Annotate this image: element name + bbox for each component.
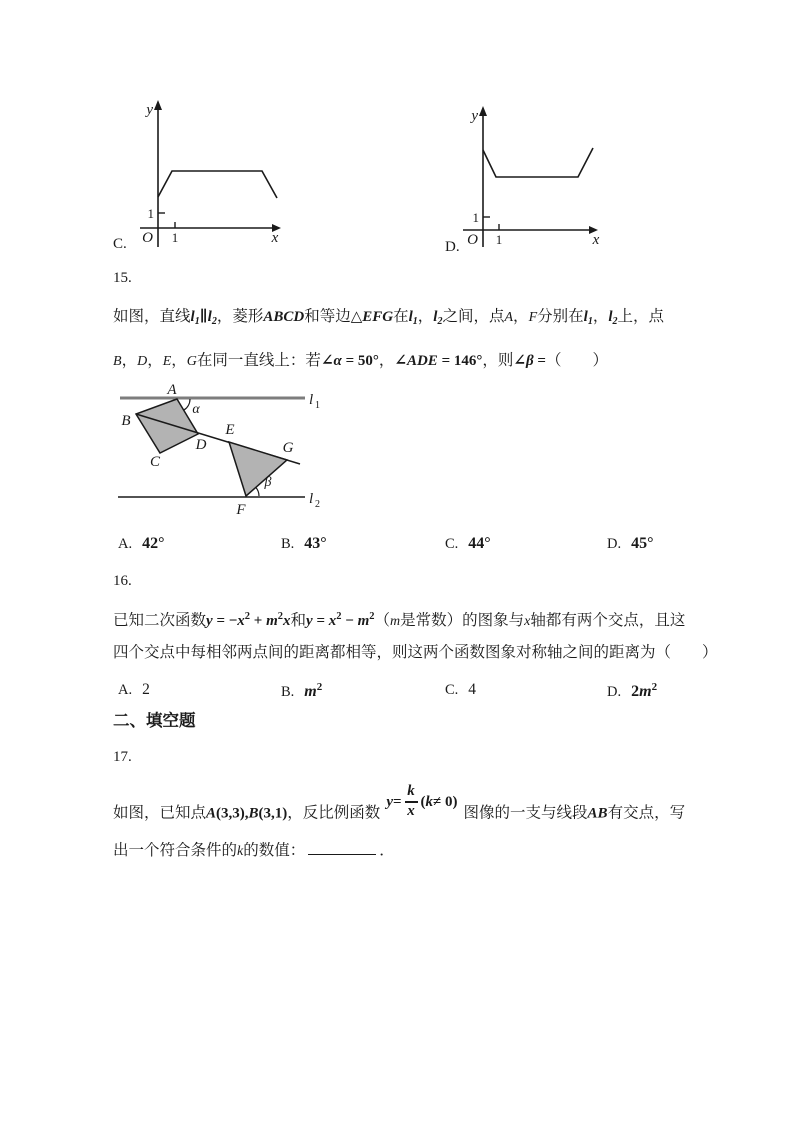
text-segment: ADE [406, 353, 438, 369]
text-segment: 2 [211, 316, 217, 327]
option-key: B. [281, 684, 295, 700]
text-segment: 在 [393, 308, 409, 325]
text-segment: = [392, 793, 402, 810]
text-segment: k [237, 844, 244, 859]
text-segment: ，反比例函数 [287, 804, 381, 822]
text-segment: E [162, 354, 172, 369]
option-key: C. [445, 682, 459, 698]
q15-option-b [281, 535, 327, 553]
text-segment: l [190, 309, 195, 325]
origin-label: O [142, 230, 153, 246]
l2-label: l [309, 491, 314, 507]
text-segment: 2 [336, 611, 342, 622]
y-tick-label: 1 [472, 210, 479, 225]
text-segment: x [237, 613, 245, 629]
text-segment: y [386, 793, 393, 810]
function-curve [158, 171, 277, 198]
text-segment: α [333, 353, 342, 369]
text-segment: m [390, 614, 401, 629]
text-segment: 1 [194, 316, 200, 327]
text-segment: ( [420, 793, 426, 810]
text-segment: ABCD [263, 309, 305, 325]
text-segment: 轴都有两个交点，且这 [530, 612, 686, 629]
q16-number: 16. [113, 573, 132, 589]
option-value [468, 535, 490, 552]
text-segment: 45° [631, 535, 654, 552]
beta-label: β [264, 475, 272, 490]
text-segment: y [306, 613, 313, 629]
q15-number: 15. [113, 270, 132, 286]
text-segment: 2 [316, 681, 323, 693]
text-segment: ， [513, 308, 529, 325]
x-axis-label: x [592, 232, 600, 248]
q17-text-line1 [113, 783, 686, 832]
text-segment: 是常数）的图象与 [400, 612, 525, 629]
beta-angle-arc [256, 487, 259, 496]
text-segment: A [504, 310, 514, 325]
fraction-denominator: x [407, 802, 415, 819]
fraction-numerator: k [407, 783, 415, 799]
text-segment: ∥ [199, 309, 208, 325]
text-segment: 上，点 [617, 308, 665, 325]
text-segment: 2 [437, 316, 443, 327]
text-segment: ≠ 0) [433, 793, 458, 810]
text-segment: G [186, 354, 197, 369]
text-segment: 2 [369, 611, 375, 622]
text-segment: 图像的一支与线段 [463, 804, 588, 822]
text-segment: y [206, 613, 213, 629]
text-segment: △ [350, 309, 363, 325]
text-segment: （ ） [545, 352, 608, 369]
text-segment: 43° [304, 535, 327, 552]
q16-option-d [607, 681, 657, 701]
text-segment: ∠ [394, 353, 407, 369]
text-segment: x [328, 613, 337, 629]
vertex-a-label: A [167, 382, 177, 398]
text-segment: = 146° [437, 353, 483, 369]
text-segment: 42° [142, 535, 165, 552]
option-key: A. [118, 536, 133, 552]
origin-label: O [467, 232, 478, 248]
text-segment: 分别在 [537, 308, 584, 325]
vertex-b-label: B [121, 413, 131, 429]
text-segment: − [341, 613, 358, 629]
option-key: A. [118, 682, 133, 698]
option-key: D. [607, 536, 622, 552]
x-axis-label: x [271, 230, 279, 246]
fraction [405, 784, 418, 820]
q16-option-b [281, 681, 322, 701]
text-segment: F [528, 310, 538, 325]
section-2-title: 二、填空题 [113, 711, 196, 730]
vertex-c-label: C [149, 454, 161, 470]
q15-options-row [113, 535, 713, 561]
y-axis-label: y [146, 102, 153, 118]
text-segment: m [639, 683, 652, 700]
text-segment: m [357, 613, 370, 629]
y-axis-label: y [471, 108, 478, 124]
alpha-label: α [192, 402, 200, 417]
text-segment: 和等边 [304, 308, 351, 325]
q15-option-d [607, 535, 654, 553]
l2-label-subscript: 2 [315, 499, 320, 510]
vertex-g-label: G [282, 440, 294, 456]
text-segment: ， [378, 352, 395, 369]
option-d-label: D. [445, 239, 460, 255]
text-segment: (3,1) [258, 805, 288, 822]
text-segment: (3,3), [216, 805, 249, 822]
q15-text-line2 [113, 348, 608, 375]
text-segment: = − [212, 613, 238, 629]
q17-number: 17. [113, 749, 132, 765]
y-axis-arrow-icon [479, 106, 487, 116]
text-segment: 2 [142, 681, 150, 698]
option-key: D. [607, 684, 622, 700]
text-segment: = [533, 353, 546, 369]
text-segment: B [113, 354, 122, 369]
text-segment: 2 [631, 683, 640, 700]
text-segment: k [425, 793, 434, 810]
text-segment: 之间，点 [442, 308, 505, 325]
q15-option-c [445, 535, 491, 553]
option-c-label: C. [113, 236, 127, 252]
text-segment: m [266, 613, 278, 629]
text-segment: 2 [244, 611, 251, 622]
text-segment: 的数值： [243, 842, 306, 859]
text-segment: ∠ [513, 353, 526, 369]
y-tick-label: 1 [147, 206, 154, 221]
text-segment: 在同一直线上：若 [196, 352, 321, 369]
q15-option-a [118, 535, 165, 553]
text-segment: 出一个符合条件的 [113, 842, 238, 859]
l1-label: l [309, 392, 314, 408]
text-segment: D [137, 354, 148, 369]
q17-text-line2 [113, 838, 395, 865]
text-segment: = 50° [341, 353, 379, 369]
text-segment: ∠ [320, 353, 334, 369]
text-segment: ，菱形 [216, 308, 264, 325]
q16-text-line2 [113, 640, 718, 666]
text-segment: 四个交点中每相邻两点间的距离都相等，则这两个函数图象对称轴之间的距离为（ ） [113, 644, 718, 661]
text-segment: ， [592, 308, 609, 325]
text-segment: （ [374, 612, 391, 629]
text-segment: x [283, 613, 291, 629]
text-segment: x [524, 614, 531, 629]
y-axis-arrow-icon [154, 100, 162, 110]
text-segment: 2 [277, 611, 284, 622]
text-segment: ， [147, 352, 163, 369]
alpha-angle-arc [184, 399, 190, 410]
text-segment: ， [121, 352, 138, 369]
text-segment: B [248, 805, 259, 822]
answer-blank [308, 840, 376, 855]
text-segment: l [207, 309, 212, 325]
option-value [631, 535, 653, 552]
inline-equation [386, 784, 457, 820]
option-key: C. [445, 536, 459, 552]
rhombus-abcd [136, 399, 198, 453]
text-segment: l [608, 309, 613, 325]
option-key: B. [281, 536, 295, 552]
text-segment: m [304, 683, 317, 700]
text-segment: ， [417, 308, 434, 325]
text-segment: 1 [412, 316, 418, 327]
x-tick-label: 1 [495, 232, 503, 247]
text-segment: ，则 [482, 352, 514, 369]
text-segment: l [408, 309, 413, 325]
x-tick-label: 1 [171, 230, 179, 245]
function-curve [483, 148, 593, 177]
text-segment: ， [171, 352, 187, 369]
vertex-f-label: F [236, 502, 246, 518]
text-segment: β [525, 353, 534, 369]
text-segment: AB [587, 805, 608, 822]
q16-options-row [113, 681, 713, 707]
option-value [631, 683, 657, 700]
text-segment: 和 [290, 612, 307, 629]
text-segment: 如图，已知点 [113, 804, 207, 822]
text-segment: l [433, 309, 438, 325]
vertex-e-label: E [225, 422, 235, 438]
q16-option-c [445, 681, 476, 699]
q15-geometry-figure [110, 380, 350, 525]
option-value [304, 535, 326, 552]
text-segment: 44° [468, 535, 491, 552]
text-segment: 4 [468, 681, 477, 698]
option-value [142, 681, 150, 698]
triangle-efg [229, 442, 287, 496]
graph-option-c [130, 98, 290, 250]
text-segment: 2 [651, 681, 658, 693]
text-segment: 有交点，写 [607, 804, 686, 822]
q16-text-line1 [113, 604, 685, 635]
vertex-d-label: D [195, 437, 207, 453]
l1-label-subscript: 1 [315, 400, 320, 411]
option-value [304, 683, 322, 700]
text-segment: 如图，直线 [113, 308, 191, 325]
text-segment: 已知二次函数 [113, 612, 207, 629]
option-value [468, 681, 476, 698]
option-value [142, 535, 164, 552]
graph-option-d [455, 98, 615, 250]
text-segment: 1 [587, 316, 593, 327]
text-segment: EFG [362, 309, 394, 325]
text-segment: l [583, 309, 588, 325]
text-segment: 2 [612, 316, 618, 327]
text-segment: ． [379, 842, 395, 859]
q15-text-line1 [113, 304, 664, 335]
q16-option-a [118, 681, 150, 699]
text-segment: = [312, 613, 329, 629]
text-segment: + [250, 613, 267, 629]
text-segment: A [206, 805, 217, 822]
